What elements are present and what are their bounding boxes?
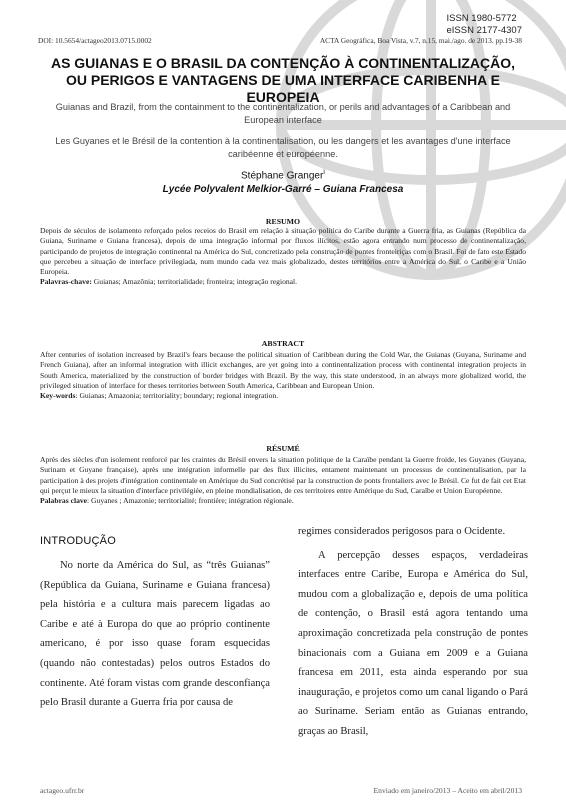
eissn: eISSN 2177-4307 [446,25,522,36]
abstract-section [40,350,526,401]
resumo-heading: RESUMO [265,217,301,226]
resume-section [40,455,526,506]
body-paragraph-continued: regimes considerados perigosos para o Ocidente. [298,526,506,537]
journal-info: ACTA Geográfica, Boa Vista, v.7, n.15, mai./ago. de 2013. pp.19-38 [319,36,522,45]
footer-site[interactable]: actageo.ufrr.br [40,786,85,795]
body-column-right [298,522,528,742]
author-name: Stéphane Granger [241,170,324,182]
resume-keywords-label: Palabras clave [40,496,88,506]
title-line-1: AS GUIANAS E O BRASIL DA CONTENÇÃO À CONTINENTALIZAÇÃO, [50,55,516,71]
body-paragraph: A percepção desses espaços, verdadeiras interfaces entre Caribe, Europa e América do Sul, mudou com a globalização e, depois de uma política de contenção, o Brasil está agora tentando uma aproximação concretizada pela construção de pontes binacionais com a Guiana em 2009 e a Guiana francesa em 2011, esta ainda esperando por sua inauguração, e projetos como um canal ligando o Pará ao Suriname. Seriam então as Guianas entrando, graças ao Brasil, [298,549,528,737]
resume-keywords [40,496,526,506]
section-heading-introducao: INTRODUÇÃO [40,535,116,547]
resumo-keywords [40,277,526,287]
author [0,170,566,181]
abstract-keywords-label: Key-words [40,391,76,401]
resume-heading: RÉSUMÉ [266,444,300,453]
paper-title [30,55,536,106]
resumo-keywords-label: Palavras-chave: [40,277,92,287]
header-line [38,36,522,45]
abstract-keywords-text: : Guianas; Amazonia; territoriality; boundary; regional integration. [75,391,279,401]
resumo-body: Depois de séculos de isolamento reforçado pelos receios do Brasil em relação à situação política do Caribe durante a Guerra fria, as Guianas (República da Guiana, Suriname e Guiana francesa), depois de uma integração informal por fluxos ilícitos, estão agora entrando num processo de continentalização, participando de projetos de integração continental na América do Sul, concretizado pela construção de pontes fronteiriças com o Brasil. Foi de fato este Estado que percebeu a situação de interface privilegiada, num mundo cada vez mais globalizado, destes territórios entre a América do Sul, o Caribe e a União Europeia. [40,226,526,277]
author-affiliation: Lycée Polyvalent Melkior-Garré – Guiana Francesa [162,184,404,195]
issn-block [446,13,522,37]
doi[interactable]: DOI: 10.5654/actageo2013.0715.0002 [38,36,152,45]
resume-body: Après des siècles d'un isolement renforcé par les craintes du Brésil envers la situation politique de la Caraïbe pendant la Guerre froide, les Guyanes (Guyana, Surinam et Guyane française), après une intégration informelle par des flux illicites, entament maintenant un processus de continentalisation, par la participation à des projets d'intégration continentale en Amérique du Sud concrétisé par la construction de ponts frontaliers avec le Brésil. Ce fut de fait cet Etat qui perçut le mieux la situation d'interface privilégiée, en pleine mondialisation, de ces territoires entre Amérique du Sud, Caraïbe et Union Européenne. [40,455,526,495]
abstract-keywords [40,391,526,401]
subtitle-french: Les Guyanes et le Brésil de la contention à la continentalisation, ou les dangers et les avantages d'une interface caribéenne et européenne. [55,136,511,159]
resume-keywords-text: : Guyanes ; Amazonie; territorialité; frontière; intégration régionale. [87,496,294,506]
footer-dates: Enviado em janeiro/2013 – Aceito em abril/2013 [373,786,522,795]
issn: ISSN 1980-5772 [446,13,517,24]
page-footer [40,786,522,795]
resumo-keywords-text: Guianas; Amazônia; territorialidade; fronteira; integração regional. [91,277,298,287]
author-footnote-mark[interactable]: I [323,170,325,176]
abstract-body: After centuries of isolation increased by Brazil's fears because the political situation of Caribbean during the Cold War, the Guianas (Guyana, Suriname and French Guiana), after an informal integration with illicit exchanges, are yet going into a continentalization process with continental integration projects in South America, materialized by the construction of border bridges with Brazil. By the way, this state understood, in an always more globalized world, the privileged situation of interface for theses territories between South America, Caribbean and European Union. [40,350,526,390]
resumo-section [40,226,526,288]
title-line-2: OU PERIGOS E VANTAGENS DE UMA INTERFACE CARIBENHA E EUROPEIA [65,72,501,105]
body-column-left [40,534,270,713]
body-paragraph: No norte da América do Sul, as “três Guianas” (República da Guiana, Suriname e Guiana francesa) pela história e a cultura mais parecem ligadas ao Caribe e até à Europa do que ao próprio continente americano, é por isso quase foram esquecidas (quando não contestadas) pelos outros Estados do continente. Até foram vistas com grande desconfiança pelo Brasil durante a Guerra fria por causa de [40,560,270,709]
abstract-heading: ABSTRACT [261,339,305,348]
subtitle-english: Guianas and Brazil, from the containment to the continentalization, or perils and advantages of a Caribbean and European interface [55,102,511,125]
